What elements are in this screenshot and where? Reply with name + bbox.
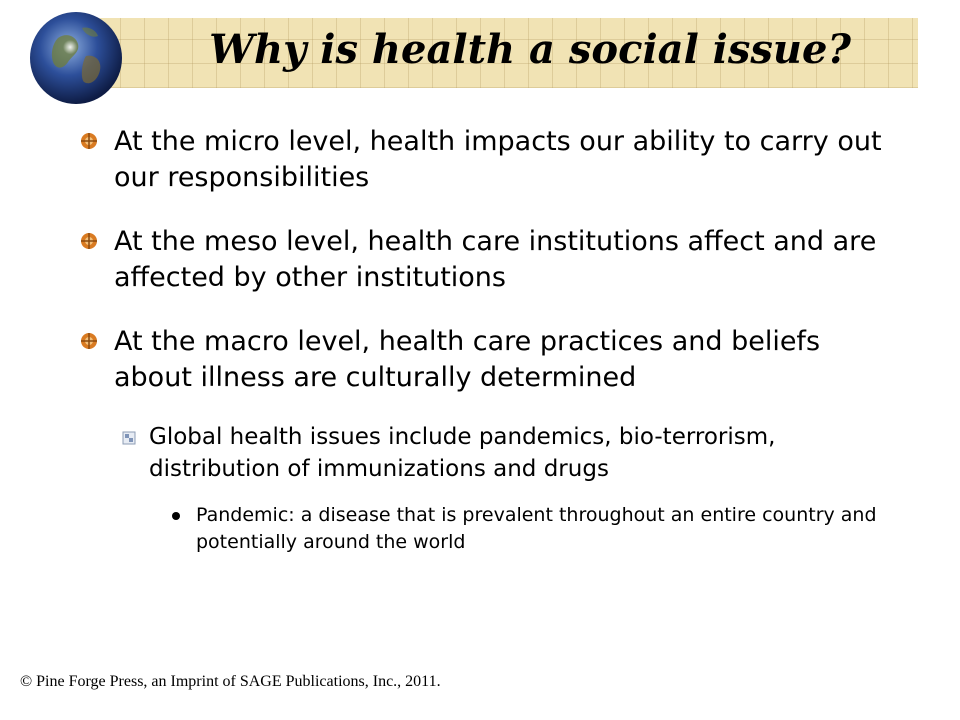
bullet-text: At the meso level, health care institutions affect and are affected by other institutions [114,226,877,293]
sub-bullet-text: Global health issues include pandemics, bio-terrorism, distribution of immunizations and drugs [149,424,776,482]
bullet-text: At the micro level, health impacts our ability to carry out our responsibilities [114,126,882,193]
dot-bullet-icon [172,512,180,520]
slide-title: Why is health a social issue? [209,26,851,73]
sun-bullet-icon [80,232,98,250]
sub-sub-bullet-text: Pandemic: a disease that is prevalent throughout an entire country and potentially around the world [196,504,877,553]
sun-bullet-icon [80,332,98,350]
sun-bullet-icon [80,132,98,150]
copyright-footer: © Pine Forge Press, an Imprint of SAGE Publications, Inc., 2011. [20,673,441,690]
bullet-text: At the macro level, health care practices and beliefs about illness are culturally determined [114,326,821,393]
square-bullet-icon [122,431,136,445]
